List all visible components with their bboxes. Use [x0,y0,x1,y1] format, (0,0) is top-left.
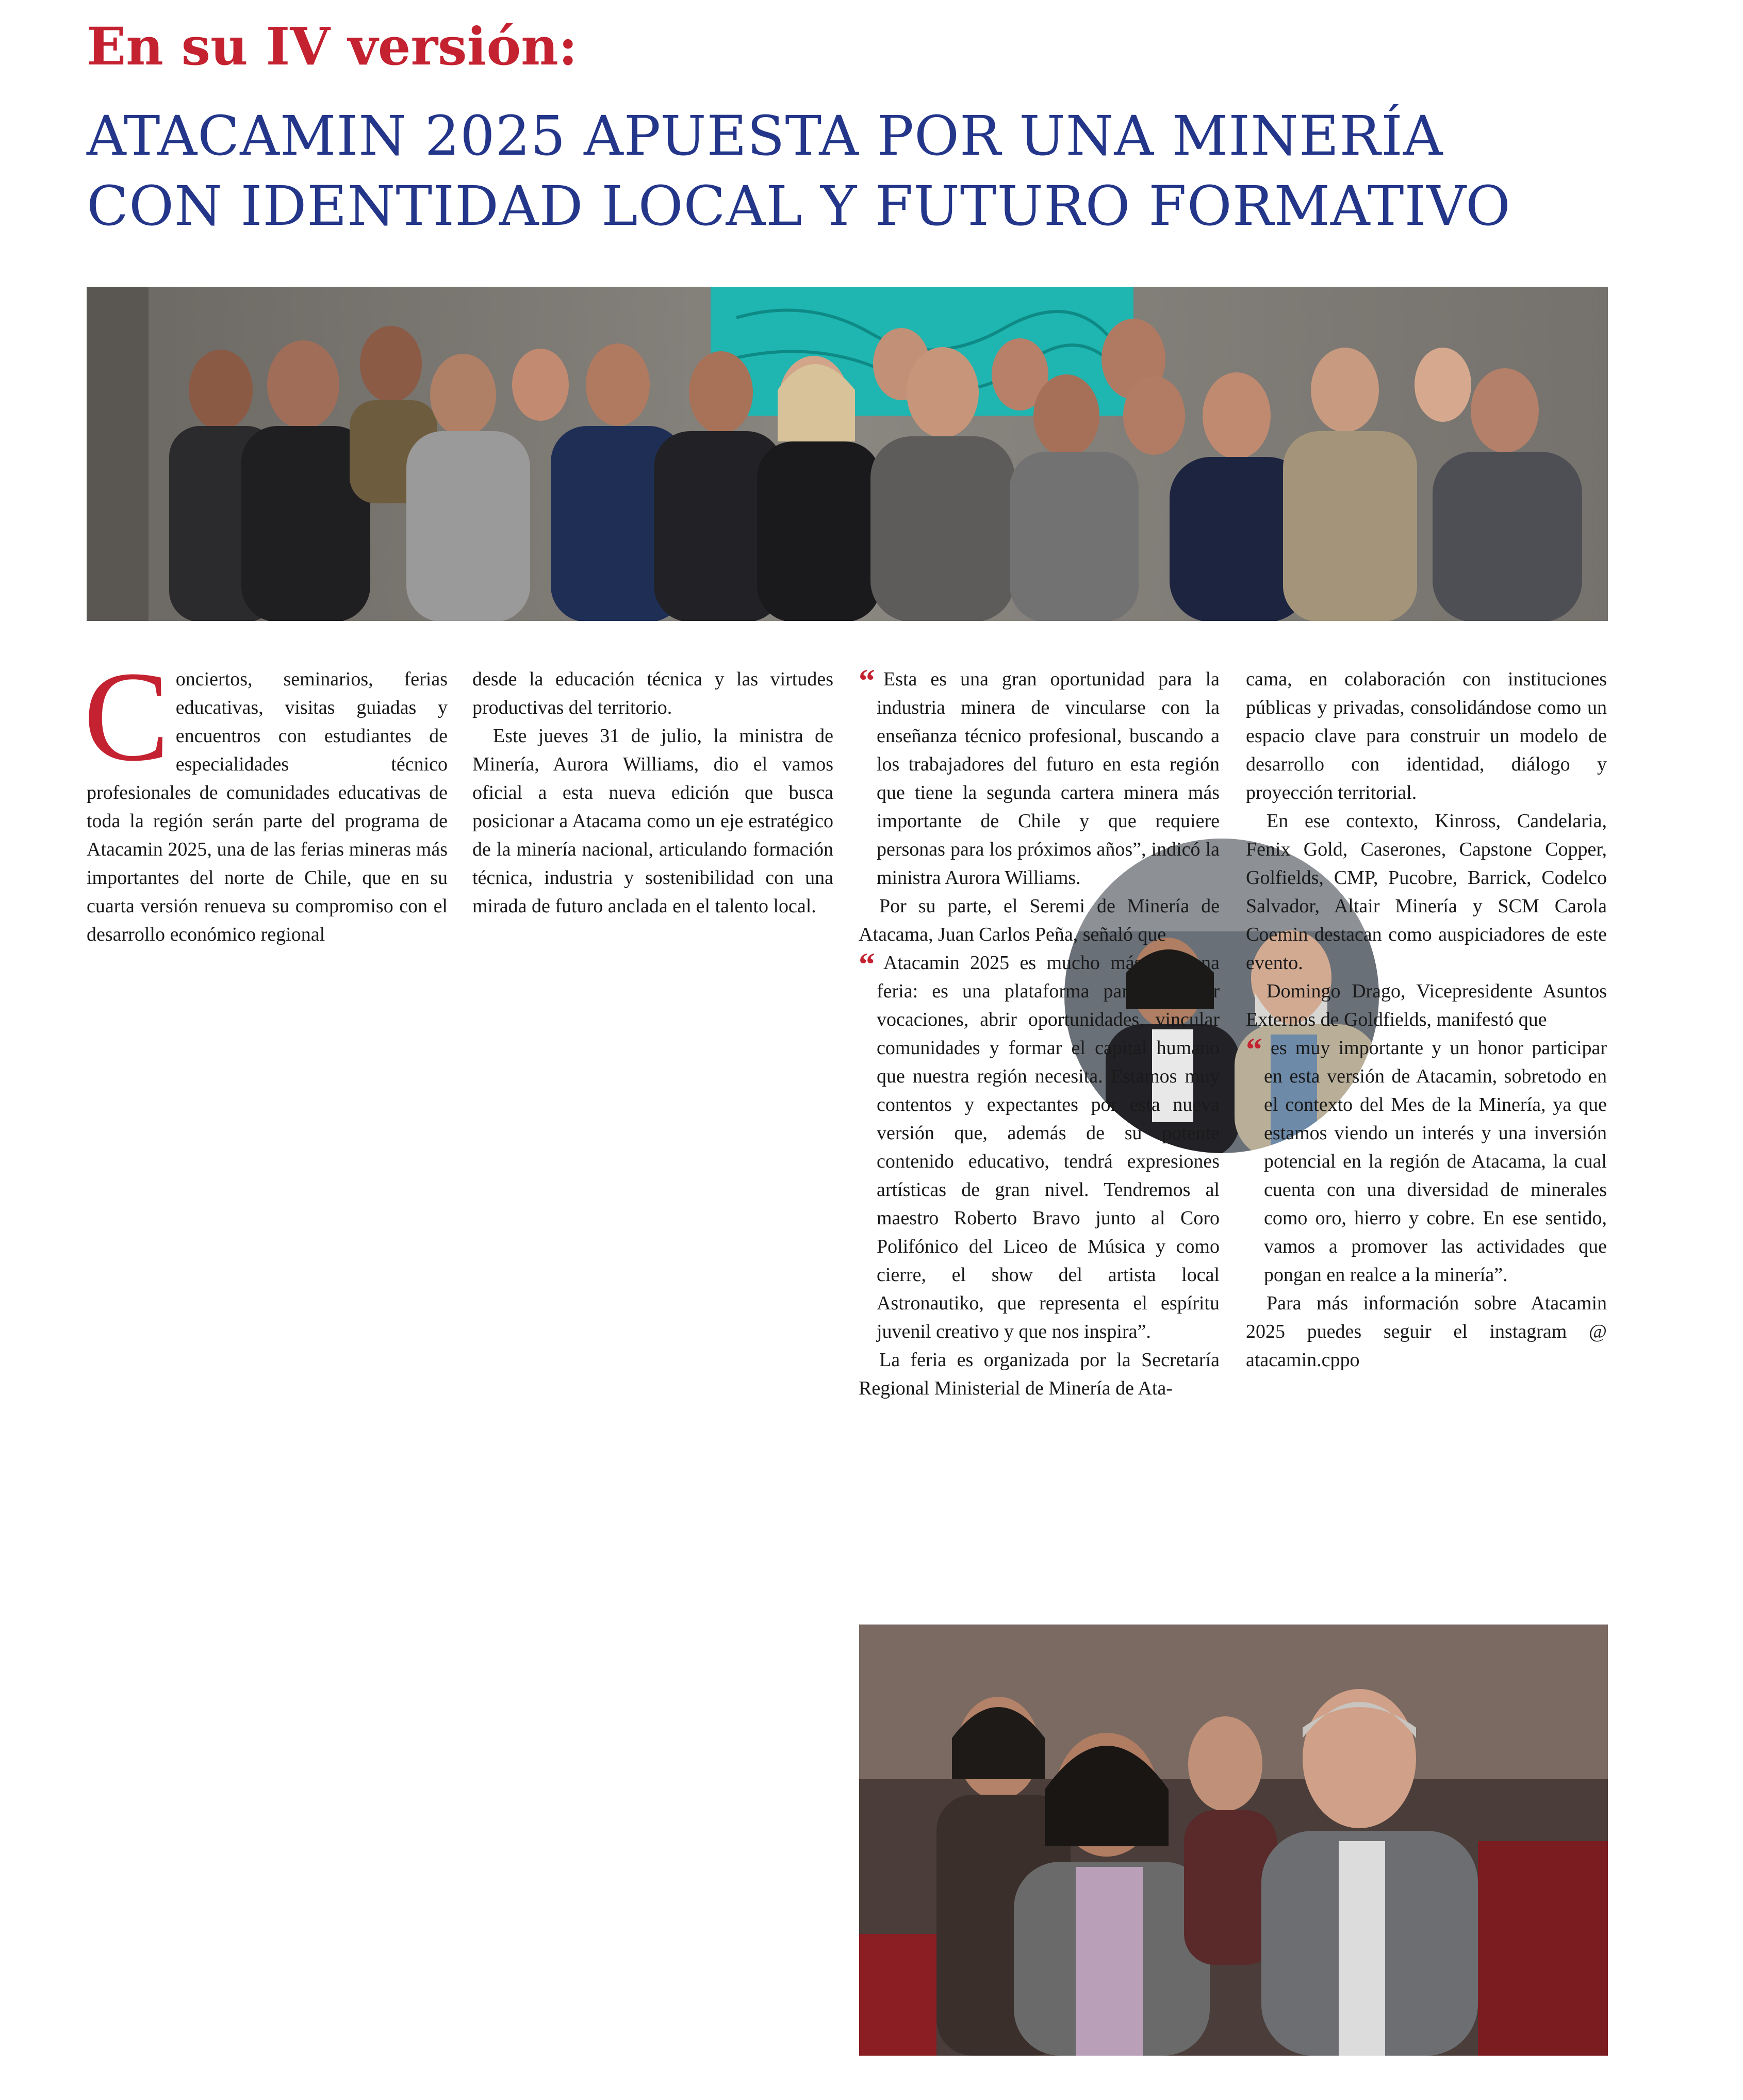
audience-photo [859,1625,1608,2056]
column4-paragraph-4: Para más información sobre Atacamin 2025 puedes seguir el instagram @ atacamin.cppo [1246,1292,1607,1371]
text-column-4 [1246,665,1607,1374]
article-headline [87,101,1511,241]
column1-text: onciertos, seminarios, ferias educativas, visitas guiadas y encuentros con estudiantes de especialidades técnico profesionales de comunidades educativas de toda la región serán parte del programa de Atacamin 2025, una de las ferias mineras más importantes del norte de Chile, que en su cuarta versión renueva su compromiso con el desarrollo económico regional [87,668,448,945]
text-column-1 [84,645,448,949]
quote-mark: “ [1246,1031,1262,1068]
column4-paragraph-1: cama, en colaboración con instituciones públicas y privadas, consolidándose como un espacio clave para construir un modelo de desarrollo con identidad, diálogo y proyección territorial. [1246,668,1607,803]
quote-mark: “ [859,662,875,699]
article-kicker: En su IV versión: [87,16,578,77]
quote-mark: “ [859,946,875,982]
headline-line-2: CON IDENTIDAD LOCAL Y FUTURO FORMATIVO [87,174,1511,238]
column3-paragraph-3: La feria es organizada por la Secretaría Regional Ministerial de Minería de Ata- [859,1349,1220,1399]
column3-quote-2: Atacamin 2025 es mucho más que una feria: es una plataforma para impulsar vocaciones, abrir oportunidades, vincular comunidades y formar el capital humano que nuestra región necesita. Estamos muy contentos y expectantes por esta nueva versión que, además de su potente contenido educativo, tendrá expresiones artísticas de gran nivel. Tendremos al maestro Roberto Bravo junto al Coro Polifónico del Liceo de Música y como cierre, el show del artista local Astronautiko, que representa el espíritu juvenil creativo y que nos inspira”. [877,952,1220,1342]
column4-paragraph-3: Domingo Drago, Vicepresidente Asuntos Externos de Goldfields, manifestó que [1246,980,1607,1030]
text-column-2 [472,665,833,921]
drop-cap: C [84,645,170,788]
column4-paragraph-2: En ese contexto, Kinross, Candelaria, Fenix Gold, Caserones, Capstone Copper, Golfields, CMP, Pucobre, Barrick, Codelco Salvador, Altair Minería y SCM Carola Coemin destacan como auspiciadores de este evento. [1246,810,1607,974]
group-photo [87,287,1608,621]
column4-quote: es muy importante y un honor participar en esta versión de Atacamin, sobretodo en el contexto del Mes de la Minería, ya que estamos viendo un interés y una inversión potencial en la región de Atacama, la cual cuenta con una diversidad de minerales como oro, hierro y cobre. En ese sentido, vamos a promover las actividades que pongan en realce a la minería”. [1264,1037,1607,1286]
headline-line-1: ATACAMIN 2025 APUESTA POR UNA MINERÍA [87,104,1443,168]
column3-paragraph-2: Por su parte, el Seremi de Minería de Atacama, Juan Carlos Peña, señaló que [859,895,1220,945]
column2-paragraph-1: desde la educación técnica y las virtudes productivas del territorio. [472,668,833,718]
text-column-3 [859,662,1220,1403]
column3-quote-1: Esta es una gran oportunidad para la industria minera de vincularse con la enseñanza técnico profesional, buscando a los trabajadores del futuro en esta región que tiene la segunda cartera minera más importante de Chile y que requiere personas para los próximos años”, indicó la ministra Aurora Williams. [877,668,1220,889]
column2-paragraph-2: Este jueves 31 de julio, la ministra de Minería, Aurora Williams, dio el vamos oficial a esta nueva edición que busca posicionar a Atacama como un eje estratégico de la minería nacional, articulando formación técnica, industria y sostenibilidad con una mirada de futuro anclada en el talento local. [472,725,833,917]
